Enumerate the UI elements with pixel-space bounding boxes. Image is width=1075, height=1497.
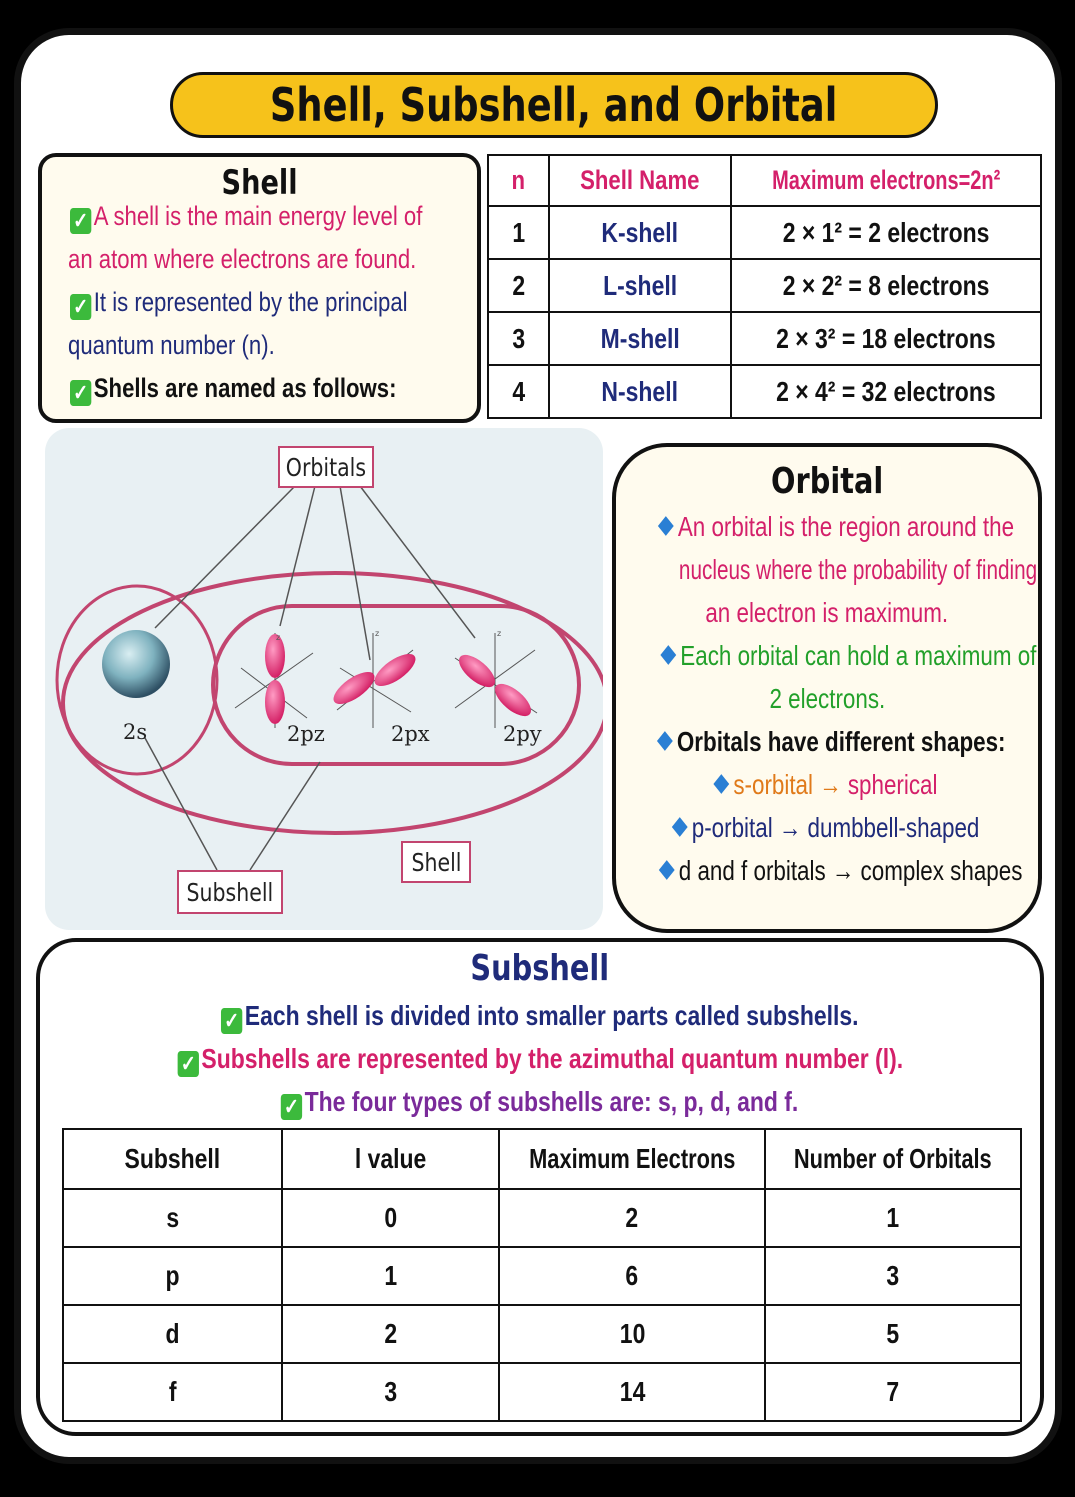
- header-n: n: [488, 155, 549, 206]
- header-subshell: Subshell: [63, 1129, 282, 1189]
- header-max-electrons: Maximum electrons=2n²: [731, 155, 1041, 206]
- diagram-svg: [45, 428, 603, 930]
- header-l-value: l value: [282, 1129, 499, 1189]
- check-icon: ✓: [70, 294, 91, 320]
- orbital-heading: Orbital: [770, 461, 884, 502]
- shell-label: Shell: [401, 841, 471, 883]
- header-max-electrons: Maximum Electrons: [499, 1129, 766, 1189]
- pz-orbital-label: 2pz: [287, 722, 325, 746]
- subshell-heading: Subshell: [470, 948, 610, 989]
- page-title: Shell, Subshell, and Orbital: [270, 78, 838, 132]
- shell-line-2: an atom where electrons are found.: [68, 244, 417, 274]
- shell-heading: Shell: [221, 163, 298, 203]
- check-icon: ✓: [177, 1051, 198, 1077]
- orbital-line-7: s-orbital → spherical: [616, 769, 1038, 801]
- table-row: f 3 14 7: [63, 1363, 1021, 1421]
- orbitals-label: Orbitals: [278, 446, 374, 488]
- orbital-line-2: nucleus where the probability of finding: [678, 554, 1038, 585]
- check-icon: ✓: [70, 208, 91, 234]
- orbital-definition-box: [612, 443, 1042, 933]
- table-row: 3 M-shell 2 × 3² = 18 electrons: [488, 312, 1041, 365]
- header-num-orbitals: Number of Orbitals: [765, 1129, 1021, 1189]
- subshell-line-1: ✓ Each shell is divided into smaller parts called subshells.: [40, 1000, 1040, 1034]
- orbital-diagram: [45, 428, 603, 930]
- orbital-line-4: Each orbital can hold a maximum of: [616, 640, 1038, 672]
- diamond-bullet-icon: [672, 817, 688, 837]
- px-orbital-label: 2px: [391, 722, 430, 746]
- title-banner: [170, 72, 938, 138]
- diamond-bullet-icon: [659, 860, 675, 880]
- shell-line-3: ✓ It is represented by the principal: [70, 287, 408, 320]
- px-axis-z: z: [375, 629, 380, 638]
- table-row: 1 K-shell 2 × 1² = 2 electrons: [488, 206, 1041, 259]
- subshell-table-header: [63, 1129, 1021, 1189]
- subshell-line-2: ✓ Subshells are represented by the azimuthal quantum number (l).: [40, 1043, 1040, 1077]
- subshell-line-3: ✓ The four types of subshells are: s, p, d, and f.: [40, 1086, 1040, 1120]
- check-icon: ✓: [281, 1094, 302, 1120]
- diamond-bullet-icon: [714, 774, 730, 794]
- subshell-label: Subshell: [177, 870, 283, 914]
- orbital-line-1: An orbital is the region around the: [616, 511, 1038, 543]
- diamond-bullet-icon: [657, 731, 673, 751]
- px-orbital: [329, 633, 421, 728]
- pz-orbital: [235, 633, 313, 728]
- subshell-table: [62, 1128, 1022, 1422]
- header-shell-name: Shell Name: [549, 155, 730, 206]
- table-row: s 0 2 1: [63, 1189, 1021, 1247]
- py-orbital: [454, 633, 537, 728]
- shell-line-5: ✓ Shells are named as follows:: [70, 373, 396, 406]
- shell-line-4: quantum number (n).: [68, 330, 275, 360]
- shell-table-header: [488, 155, 1041, 206]
- orbital-line-9: d and f orbitals → complex shapes: [616, 855, 1038, 887]
- check-icon: ✓: [221, 1008, 242, 1034]
- py-axis-z: z: [497, 629, 502, 638]
- orbital-line-8: p-orbital → dumbbell-shaped: [616, 812, 1038, 844]
- diamond-bullet-icon: [660, 645, 676, 665]
- check-icon: ✓: [70, 380, 91, 406]
- orbital-line-6: Orbitals have different shapes:: [616, 726, 1038, 758]
- orbital-line-3: an electron is maximum.: [705, 597, 949, 628]
- table-row: 4 N-shell 2 × 4² = 32 electrons: [488, 365, 1041, 418]
- diamond-bullet-icon: [658, 516, 674, 536]
- s-orbital-label: 2s: [123, 720, 148, 744]
- shell-definition-box: [38, 153, 481, 423]
- table-row: d 2 10 5: [63, 1305, 1021, 1363]
- shell-line-1: ✓ A shell is the main energy level of: [70, 201, 422, 234]
- table-row: p 1 6 3: [63, 1247, 1021, 1305]
- shell-table: [487, 154, 1042, 419]
- pz-axis-z: z: [276, 633, 281, 642]
- table-row: 2 L-shell 2 × 2² = 8 electrons: [488, 259, 1041, 312]
- orbital-line-5: 2 electrons.: [769, 683, 885, 714]
- s-orbital-sphere: [102, 630, 170, 698]
- py-orbital-label: 2py: [503, 722, 542, 746]
